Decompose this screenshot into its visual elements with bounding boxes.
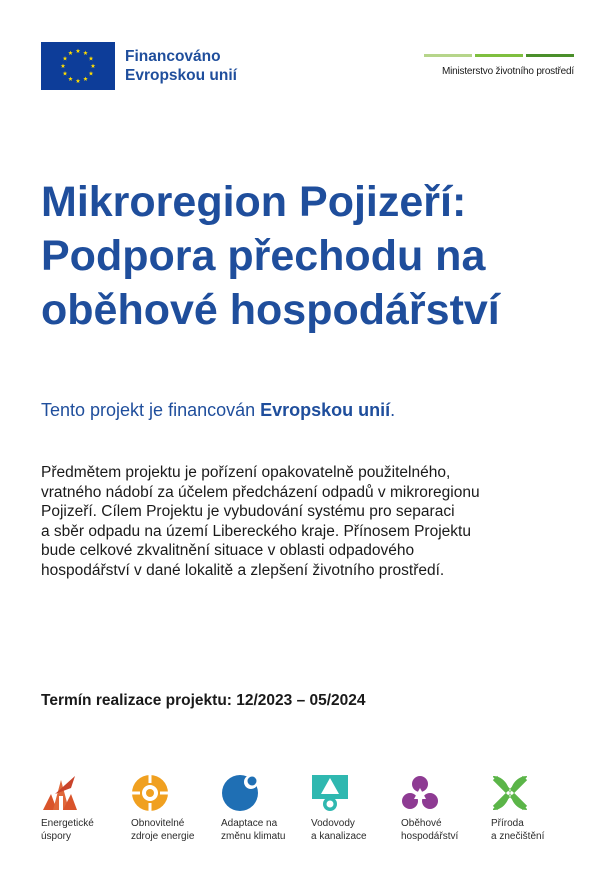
eu-logo-text bbox=[125, 47, 237, 85]
topic-energy-savings-line2: úspory bbox=[41, 830, 72, 842]
topic-renewable-energy-line1: Obnovitelné bbox=[131, 818, 185, 829]
funding-statement bbox=[41, 400, 395, 421]
funding-bold: Evropskou unií bbox=[260, 400, 391, 420]
title-line-2: Podpora přechodu na bbox=[41, 232, 486, 280]
renewable-energy-icon bbox=[131, 774, 169, 812]
eu-star bbox=[76, 49, 81, 53]
project-description bbox=[41, 463, 571, 580]
eu-star bbox=[63, 56, 68, 60]
topic-nature-pollution-line1: Příroda bbox=[491, 818, 524, 829]
topic-climate-adaptation-line2: změnu klimatu bbox=[221, 830, 286, 842]
eu-star bbox=[68, 77, 73, 81]
ministry-bar-3 bbox=[526, 54, 574, 57]
title-line-3: oběhové hospodářství bbox=[41, 286, 500, 334]
description-line-3: Pojizeří. Cílem Projektu je vybudování systému pro separaci bbox=[41, 503, 455, 520]
topic-energy-savings-line1: Energetické bbox=[41, 818, 94, 829]
climate-adaptation-icon bbox=[221, 774, 259, 812]
topic-energy-savings bbox=[41, 774, 131, 843]
eu-logo-line2: Evropskou unií bbox=[125, 67, 237, 84]
topic-circular-economy bbox=[401, 774, 491, 843]
eu-stars bbox=[41, 42, 115, 90]
description-line-4: a sběr odpadu na území Libereckého kraje. Přínosem Projektu bbox=[41, 522, 471, 540]
topic-nature-pollution bbox=[491, 774, 581, 843]
ministry-bar-1 bbox=[424, 54, 472, 57]
topic-water-sewerage-line2: a kanalizace bbox=[311, 830, 367, 842]
circular-economy-icon bbox=[401, 774, 439, 812]
eu-funding-logo bbox=[41, 42, 237, 90]
eu-star bbox=[76, 79, 81, 83]
eu-star bbox=[89, 71, 94, 75]
topic-renewable-energy bbox=[131, 774, 221, 843]
ministry-color-bars bbox=[424, 54, 574, 57]
eu-star bbox=[83, 77, 88, 81]
energy-savings-icon bbox=[41, 774, 79, 812]
topic-water-sewerage bbox=[311, 774, 401, 843]
funding-prefix: Tento projekt je financován bbox=[41, 400, 261, 420]
ministry-logo bbox=[424, 54, 574, 77]
topic-circular-economy-line1: Oběhové bbox=[401, 818, 442, 829]
water-sewerage-icon bbox=[311, 774, 349, 812]
eu-star bbox=[61, 64, 66, 68]
funding-suffix: . bbox=[390, 400, 396, 420]
eu-flag-icon bbox=[41, 42, 115, 90]
description-line-6: hospodářství v dané lokalitě a zlepšení životního prostředí. bbox=[41, 561, 445, 579]
eu-star bbox=[83, 51, 88, 55]
description-line-5: bude celkové zkvalitnění situace v oblasti odpadového bbox=[41, 542, 415, 559]
page-title bbox=[41, 175, 581, 337]
topic-water-sewerage-line1: Vodovody bbox=[311, 818, 355, 829]
eu-star bbox=[68, 51, 73, 55]
topic-renewable-energy-line2: zdroje energie bbox=[131, 830, 195, 842]
project-term: Termín realizace projektu: 12/2023 – 05/2024 bbox=[41, 692, 366, 709]
eu-star bbox=[63, 71, 68, 75]
ministry-name: Ministerstvo životního prostředí bbox=[442, 66, 574, 77]
eu-star bbox=[89, 56, 94, 60]
eu-star bbox=[91, 64, 96, 68]
eu-logo-line1: Financováno bbox=[125, 48, 221, 65]
ministry-bar-2 bbox=[475, 54, 523, 57]
topic-climate-adaptation bbox=[221, 774, 311, 843]
description-line-2: vratného nádobí za účelem předcházení odpadů v mikroregionu bbox=[41, 483, 480, 501]
description-line-1: Předmětem projektu je pořízení opakovatelně použitelného, bbox=[41, 464, 451, 481]
topic-nature-pollution-line2: a znečištění bbox=[491, 830, 545, 842]
title-line-1: Mikroregion Pojizeří: bbox=[41, 178, 467, 226]
topic-circular-economy-line2: hospodářství bbox=[401, 830, 459, 842]
topic-icons bbox=[41, 774, 581, 843]
topic-climate-adaptation-line1: Adaptace na bbox=[221, 818, 278, 829]
nature-pollution-icon bbox=[491, 774, 529, 812]
